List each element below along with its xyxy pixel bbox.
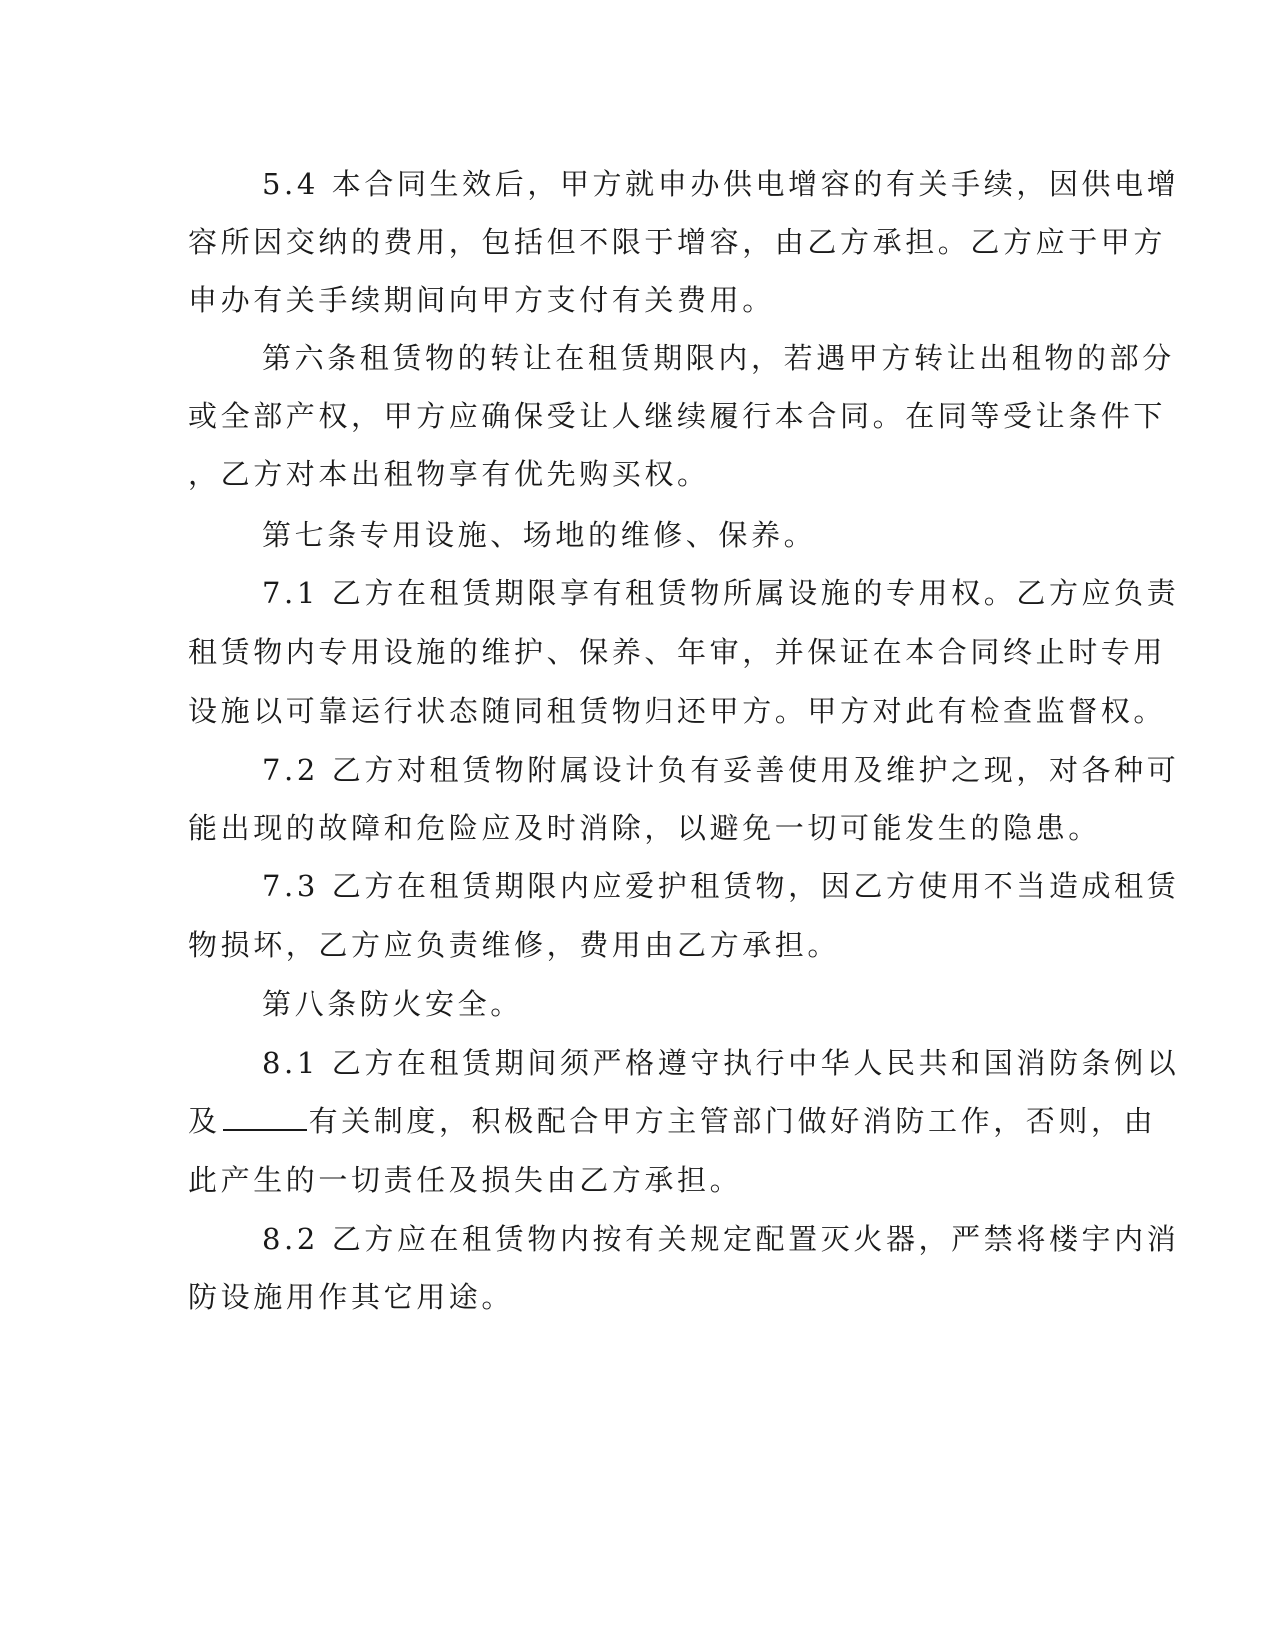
text-line: 7.2 乙方对租赁物附属设计负有妥善使用及维护之现，对各种可 xyxy=(262,753,1180,787)
text-fragment: 有关制度，积极配合甲方主管部门做好消防工作，否则，由 xyxy=(308,1104,1157,1138)
fill-in-blank xyxy=(223,1103,307,1131)
text-line: 或全部产权，甲方应确保受让人继续履行本合同。在同等受让条件下 xyxy=(188,399,1167,433)
section-heading: 第七条专用设施、场地的维修、保养。 xyxy=(262,518,817,552)
text-line: 7.1 乙方在租赁期限享有租赁物所属设施的专用权。乙方应负责 xyxy=(262,576,1180,610)
text-line: 物损坏，乙方应负责维修，费用由乙方承担。 xyxy=(188,928,841,962)
text-line: 防设施用作其它用途。 xyxy=(188,1280,515,1314)
text-line: 7.3 乙方在租赁期限内应爱护租赁物，因乙方使用不当造成租赁 xyxy=(262,869,1180,903)
text-line: 第六条租赁物的转让在租赁期限内，若遇甲方转让出租物的部分 xyxy=(262,341,1175,375)
text-line: 8.1 乙方在租赁期间须严格遵守执行中华人民共和国消防条例以 xyxy=(262,1046,1180,1080)
text-line: 申办有关手续期间向甲方支付有关费用。 xyxy=(188,283,775,317)
text-line: 租赁物内专用设施的维护、保养、年审，并保证在本合同终止时专用 xyxy=(188,635,1167,669)
text-line: 此产生的一切责任及损失由乙方承担。 xyxy=(188,1163,743,1197)
text-line: 容所因交纳的费用，包括但不限于增容，由乙方承担。乙方应于甲方 xyxy=(188,225,1167,259)
text-line: 能出现的故障和危险应及时消除，以避免一切可能发生的隐患。 xyxy=(188,811,1101,845)
text-line: 8.2 乙方应在租赁物内按有关规定配置灭火器，严禁将楼宇内消 xyxy=(262,1222,1180,1256)
text-line: 5.4 本合同生效后，甲方就申办供电增容的有关手续，因供电增 xyxy=(262,167,1180,201)
text-line: ，乙方对本出租物享有优先购买权。 xyxy=(188,457,710,491)
text-fragment: 及 xyxy=(188,1104,221,1138)
text-line-with-blank xyxy=(188,1103,1157,1139)
text-line: 设施以可靠运行状态随同租赁物归还甲方。甲方对此有检查监督权。 xyxy=(188,694,1167,728)
section-heading: 第八条防火安全。 xyxy=(262,987,523,1021)
